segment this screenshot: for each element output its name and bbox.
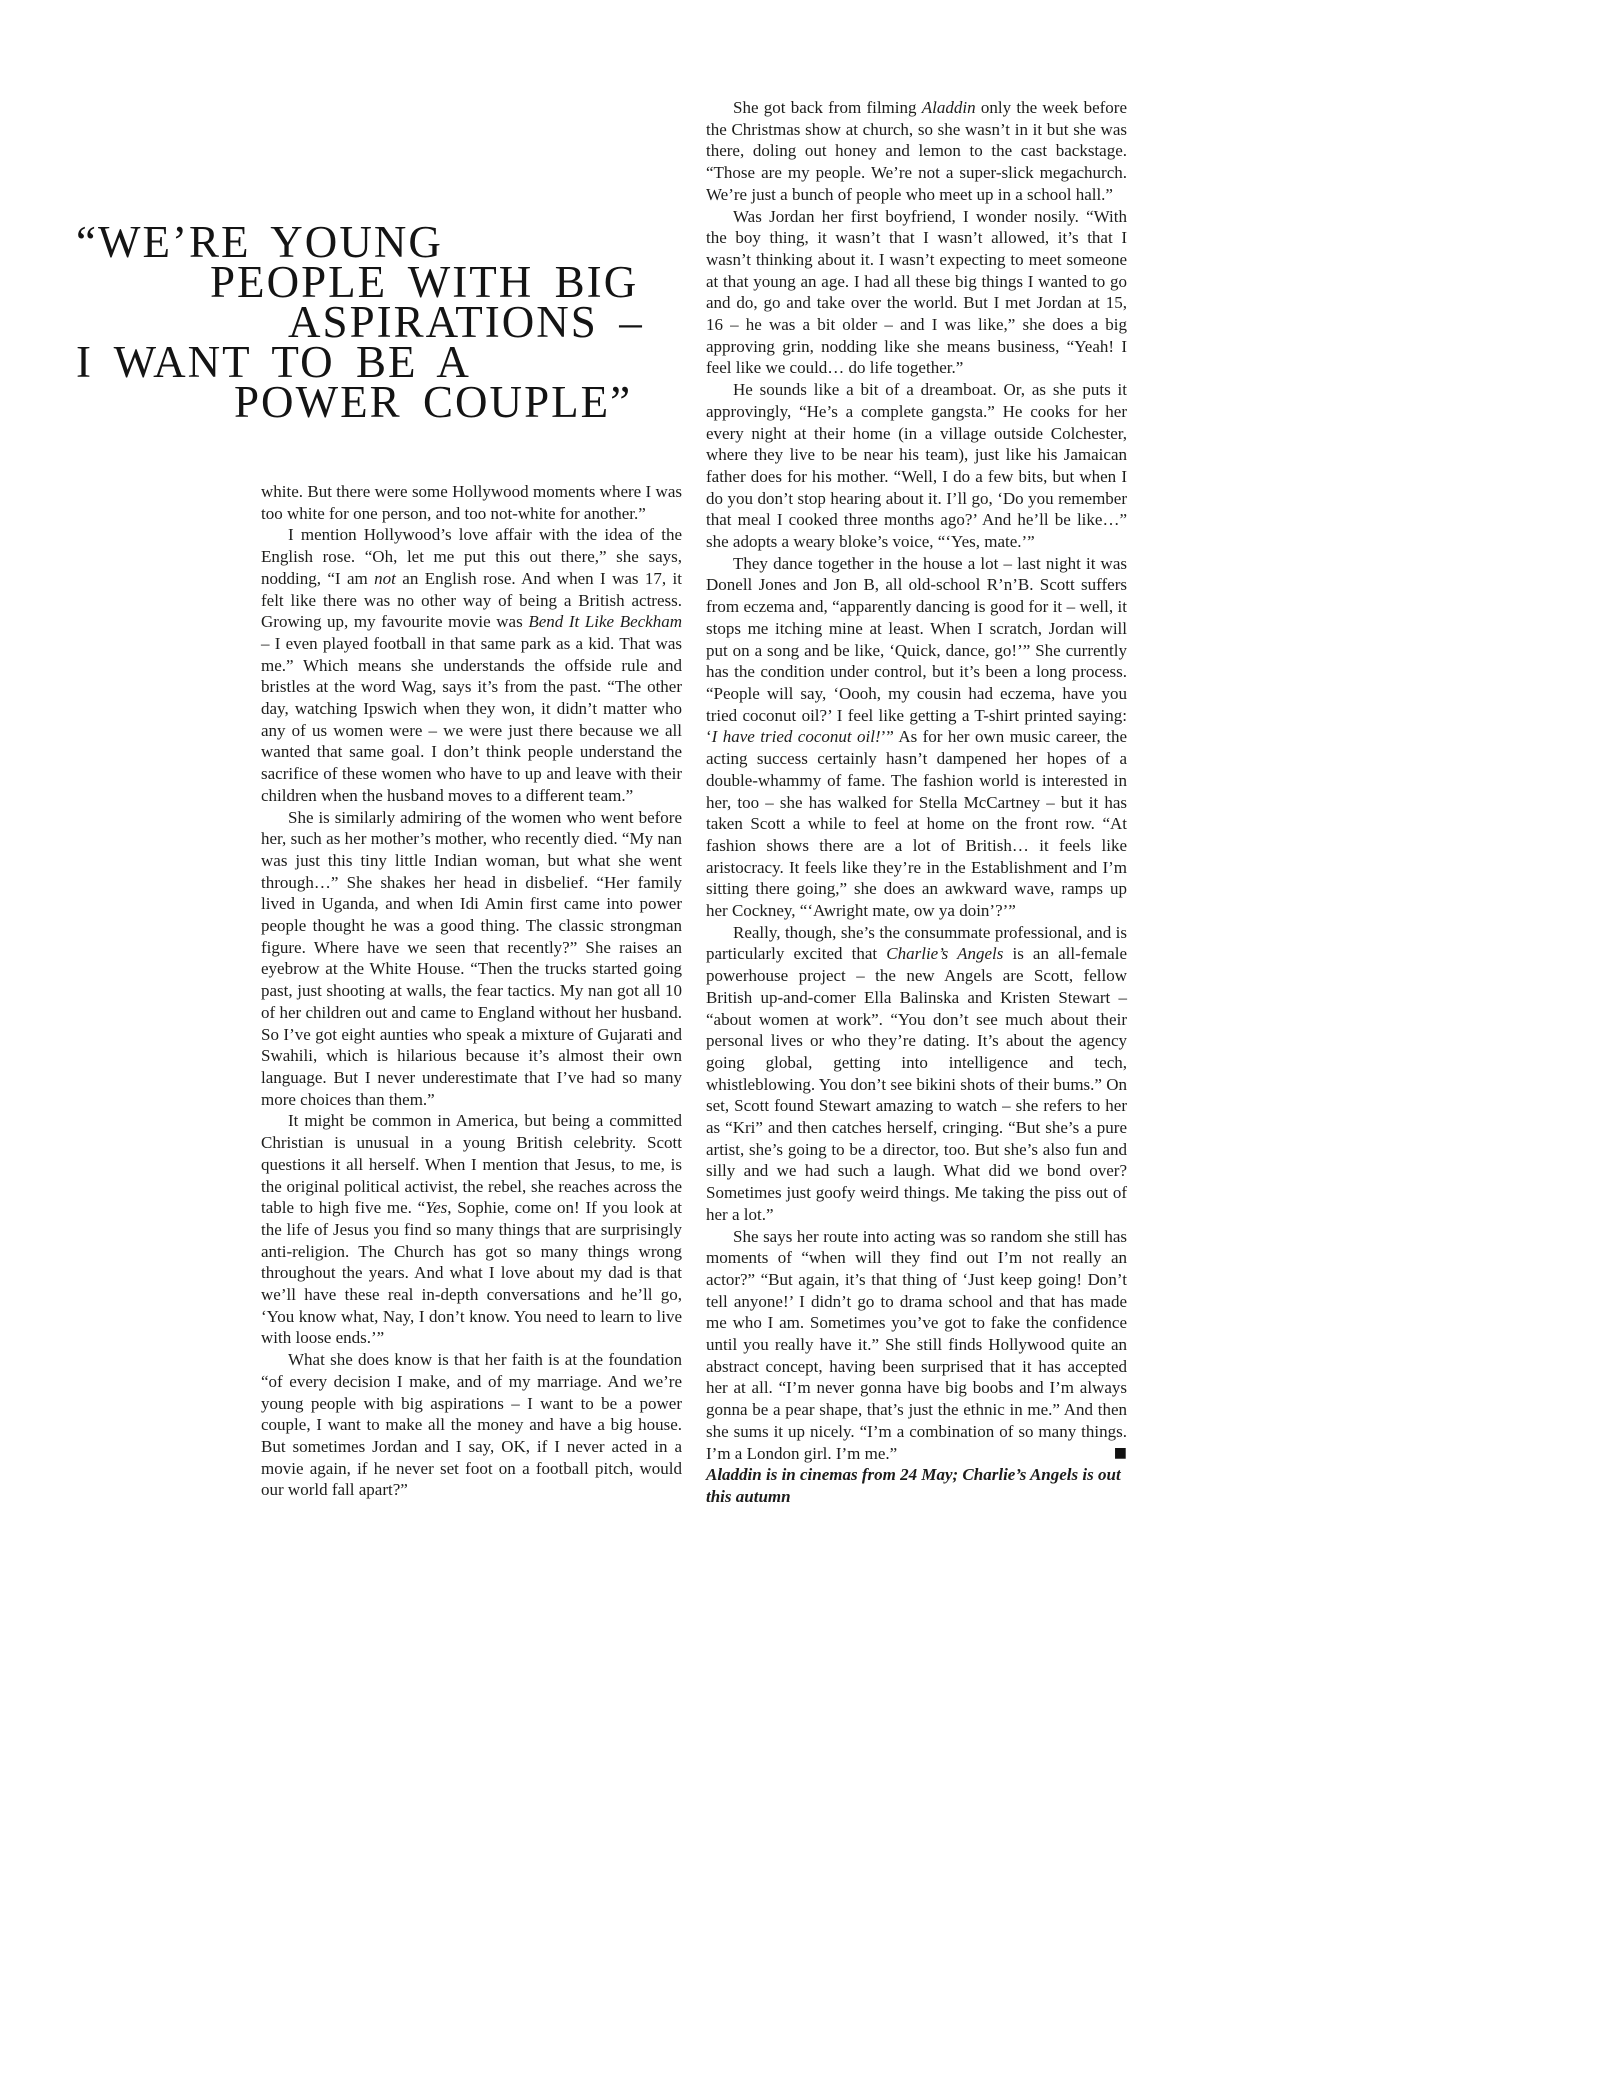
body-text: She says her route into acting was so random she still has moments of “when will they find out I’m not really an actor?” “But again, it’s that thing of ‘Just keep going! Don’t tell anyone!’ I didn’t go to drama school and that has made me who I am. Sometimes you’ve got to fake the confidence until you really have it.” She still finds Hollywood quite an abstract concept, having been surprised that it has accepted her at all. “I’m never gonna have big boobs and I’m always gonna be a pear shape, that’s just the ethnic in me.” And then she sums it up nicely. “I’m a combination of so many things. I’m a London girl. I’m me.” <box>706 1226 1127 1463</box>
article-paragraph <box>706 379 1127 553</box>
body-text: It might be common in America, but being a committed Christian is unusual in a young British celebrity. Scott questions it all herself. When I mention that Jesus, to me, is the original political activist, the rebel, she reaches across the table to high five me. “ <box>261 1111 682 1218</box>
body-text: Was Jordan her first boyfriend, I wonder nosily. “With the boy thing, it wasn’t that I wasn’t allowed, it’s that I wasn’t thinking about it. I wasn’t expecting to meet someone at that young an age. I had all these big things I wanted to go and do, go and take over the world. But I met Jordan at 15, 16 – he was a bit older – and I was like,” she does a big approving grin, nodding like she means business, “Yeah! I feel like we could… do life together.” <box>706 206 1127 378</box>
credit-line <box>706 1464 1127 1507</box>
article-paragraph <box>261 524 682 806</box>
pull-quote-line-5: POWER COUPLE” <box>234 377 633 427</box>
article-column-left <box>261 481 682 1501</box>
body-text: Really, though, she’s the consummate professional, and is particularly excited that <box>706 922 1127 964</box>
pull-quote-line-1: “WE’RE YOUNG <box>76 217 443 267</box>
body-text: ’” As for her own music career, the acting success certainly hasn’t dampened her hopes of a double-whammy of fame. The fashion world is interested in her, too – she has walked for Stella McCartney – but it has taken Scott a while to feel at home on the front row. “At fashion shows there are a lot of British… it feels like aristocracy. It feels like they’re in the Establishment and I’m sitting there going,” she does an awkward wave, ramps up her Cockney, “‘Awright mate, ow ya doin’?’” <box>706 727 1127 921</box>
body-text: only the week before the Christmas show at church, so she wasn’t in it but she was there, doling out honey and lemon to the cast backstage. “Those are my people. We’re not a super-slick megachurch. We’re just a bunch of people who meet up in a school hall.” <box>706 98 1127 204</box>
italic-text: not <box>374 568 396 588</box>
body-text: He sounds like a bit of a dreamboat. Or, as she puts it approvingly, “He’s a complete gangsta.” He cooks for her every night at their home (in a village outside Colchester, where they live to be near his team), just like his Jamaican father does for his mother. “Well, I do a few bits, but when I do you don’t stop hearing about it. I’ll go, ‘Do you remember that meal I cooked three months ago?’ And he’ll be like…” she adopts a weary bloke’s voice, “‘Yes, mate.’” <box>706 380 1127 552</box>
body-text: white. But there were some Hollywood moments where I was too white for one person, and too not-white for another.” <box>261 482 682 523</box>
italic-text: I have tried coconut oil! <box>711 727 881 747</box>
article-paragraph <box>706 206 1127 380</box>
body-text: an English rose. And when I was 17, it felt like there was no other way of being a British actress. Growing up, my favourite movie was <box>261 568 682 632</box>
body-text: I mention Hollywood’s love affair with the idea of the English rose. “Oh, let me put this out there,” she says, nodding, “I am <box>261 525 682 588</box>
article-paragraph <box>706 553 1127 922</box>
article-column-right <box>706 97 1127 1508</box>
article-paragraph <box>706 97 1127 206</box>
article-paragraph <box>706 922 1127 1226</box>
body-text: is an all-female powerhouse project – the new Angels are Scott, fellow British up-and-comer Ella Balinska and Kristen Stewart – “about women at work”. “You don’t see much about their personal lives or who they’re dating. It’s about the agency going global, getting into intelligence and tech, whistleblowing. You don’t see bikini shots of their bums.” On set, Scott found Stewart amazing to watch – she refers to her as “Kri” and then catches herself, cringing. “But she’s a pure artist, she’s going to be a director, too. But she’s also fun and silly and we had such a laugh. What did we bond over? Sometimes just goofy weird things. Me taking the piss out of her a lot.” <box>706 944 1127 1224</box>
pull-quote-line-3: ASPIRATIONS – <box>288 297 644 347</box>
article-paragraph <box>706 1226 1127 1465</box>
article-paragraph <box>261 1349 682 1501</box>
body-text: , Sophie, come on! If you look at the life of Jesus you find so many things that are surprisingly anti-religion. The Church has got so many things wrong throughout the years. And what I love about my dad is that we’ll have these real in-depth conversations and he’ll go, ‘You know what, Nay, I don’t know. You need to learn to live with loose ends.’” <box>261 1198 682 1348</box>
body-text: What she does know is that her faith is at the foundation “of every decision I make, and of my marriage. And we’re young people with big aspirations – I want to be a power couple, I want to make all the money and have a big house. But sometimes Jordan and I say, OK, if I never acted in a movie again, if he never set foot on a football pitch, would our world fall apart?” <box>261 1350 682 1500</box>
end-of-article-mark: ■ <box>1113 1444 1127 1461</box>
italic-text: Bend It Like Beckham <box>528 612 682 632</box>
body-text: She got back from filming <box>733 98 922 117</box>
article-paragraph <box>261 481 682 524</box>
body-text: She is similarly admiring of the women who went before her, such as her mother’s mother, who recently died. “My nan was just this tiny little Indian woman, but what she went through…” She shakes her head in disbelief. “Her family lived in Uganda, and when Idi Amin first came into power people thought he was a good thing. The classic strongman figure. Where have we seen that recently?” She raises an eyebrow at the White House. “Then the trucks started going past, just shooting at walls, the fear tactics. My nan got all 10 of her children out and came to England without her husband. So I’ve got eight aunties who speak a mixture of Gujarati and Swahili, which is hilarious because it’s almost their own language. But I never underestimate that I’ve had so many more choices than them.” <box>261 807 682 1109</box>
italic-text: Charlie’s Angels <box>886 944 1004 964</box>
article-paragraph <box>261 1110 682 1349</box>
pull-quote-line-2: PEOPLE WITH BIG <box>210 257 639 307</box>
body-text: They dance together in the house a lot – last night it was Donell Jones and Jon B, all old-school R’n’B. Scott suffers from eczema and, “apparently dancing is good for it – well, it stops me itching mine at least. When I scratch, Jordan will put on a song and be like, ‘Quick, dance, go!’” She currently has the condition under control, but it’s been a long process. “People will say, ‘Oooh, my cousin had eczema, have you tried coconut oil?’ I feel like getting a T-shirt printed saying: ‘ <box>706 553 1127 747</box>
body-text: – I even played football in that same park as a kid. That was me.” Which means she understands the offside rule and bristles at the word Wag, says it’s from the past. “The other day, watching Ipswich when they won, it didn’t matter who any of us women were – we were just there because we all wanted that same goal. I don’t think people understand the sacrifice of these women who have to up and leave with their children when the husband moves to a different team.” <box>261 633 682 805</box>
article-paragraph <box>261 807 682 1111</box>
italic-text: Aladdin <box>921 98 976 117</box>
pull-quote <box>76 217 716 427</box>
italic-text: Yes <box>425 1198 448 1218</box>
pull-quote-line-4: I WANT TO BE A <box>76 337 471 387</box>
body-text: Aladdin is in cinemas from 24 May; Charlie’s Angels is out this autumn <box>706 1465 1121 1506</box>
